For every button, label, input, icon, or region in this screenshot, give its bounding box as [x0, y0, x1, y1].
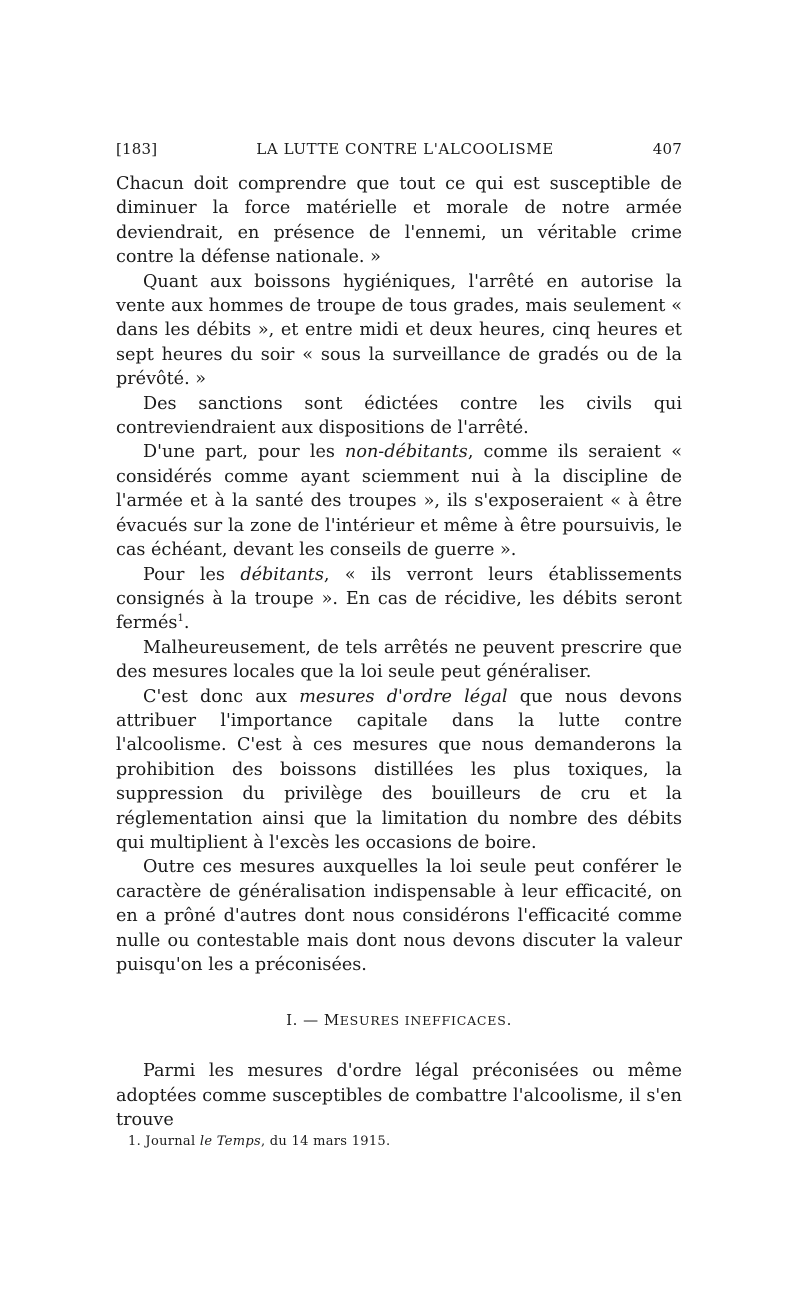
footnote-number: 1. Journal: [128, 1134, 200, 1149]
header-left-marker: [183]: [116, 140, 158, 158]
page-content: [116, 140, 682, 1133]
paragraph: Quant aux boissons hygiéniques, l'arrêté en autorise la vente aux hommes de troupe de tous grades, mais seulement « dans les débits », et entre midi et deux heures, cinq heures et sept heures du soir « sous la surveillance de gradés ou de la prévôté. »: [116, 271, 682, 390]
text-run: D'une part, pour les: [143, 442, 346, 463]
emphasis: débitants: [240, 564, 324, 585]
text-run: .: [183, 613, 190, 634]
text-run: Pour les: [143, 564, 241, 585]
emphasis: non-débitants: [345, 442, 468, 463]
text-run: , « ils verront leurs établissements consignés à la troupe ». En cas de récidive, les débits seront fermés: [116, 564, 682, 634]
section-numeral: I. —: [286, 1011, 324, 1030]
footnote-emphasis: le Temps: [199, 1134, 261, 1149]
text-run: que nous devons attribuer l'importance capitale dans la lutte contre l'alcoolisme. C'est à ces mesures que nous demanderons la prohibition des boissons distillées les plus toxiques, la suppression du privilège des bouilleurs de cru et la réglementation ainsi que la limitation du nombre des débits qui multiplient à l'excès les occasions de boire.: [116, 686, 682, 853]
page-number: 407: [652, 140, 682, 158]
emphasis: mesures d'ordre légal: [299, 686, 508, 707]
paragraph: Outre ces mesures auxquelles la loi seule peut conférer le caractère de généralisation indispensable à leur efficacité, on en a prôné d'autres dont nous considérons l'efficacité comme nulle ou contestable mais dont nous devons discuter la valeur puisqu'on les a préconisées.: [116, 857, 682, 975]
paragraph: [116, 440, 682, 562]
text-run: C'est donc aux: [143, 686, 300, 707]
paragraph: Parmi les mesures d'ordre légal préconisées ou même adoptées comme susceptibles de combattre l'alcoolisme, il s'en trouve: [116, 1061, 682, 1131]
section-heading: [116, 1011, 682, 1029]
running-header: [116, 140, 682, 158]
paragraph: Malheureusement, de tels arrêtés ne peuvent prescrire que des mesures locales que la loi seule peut généraliser.: [116, 637, 682, 683]
footnote: [128, 1134, 390, 1149]
paragraph: [116, 563, 682, 636]
paragraph: [116, 685, 682, 856]
running-title: LA LUTTE CONTRE L'ALCOOLISME: [256, 140, 554, 158]
section-title-smallcaps: ESURES INEFFICACES: [339, 1013, 507, 1029]
paragraph: Des sanctions sont édictées contre les civils qui contreviendraient aux dispositions de l'arrêté.: [116, 393, 682, 439]
text-run: , comme ils seraient « considérés comme ayant sciemment nui à la discipline de l'armée et à la santé des troupes », ils s'exposeraient « à être évacués sur la zone de l'intérieur et même à être poursuivis, le cas échéant, devant les conseils de guerre ».: [116, 442, 682, 561]
footnote-ref[interactable]: 1: [177, 613, 184, 625]
body-text: [116, 172, 682, 1133]
paragraph: Chacun doit comprendre que tout ce qui est susceptible de diminuer la force matérielle et morale de notre armée deviendrait, en présence de l'ennemi, un véritable crime contre la défense nationale. »: [116, 174, 682, 268]
footnote-text: , du 14 mars 1915.: [260, 1134, 391, 1149]
section-end: .: [506, 1011, 512, 1030]
section-initial: M: [323, 1011, 340, 1030]
